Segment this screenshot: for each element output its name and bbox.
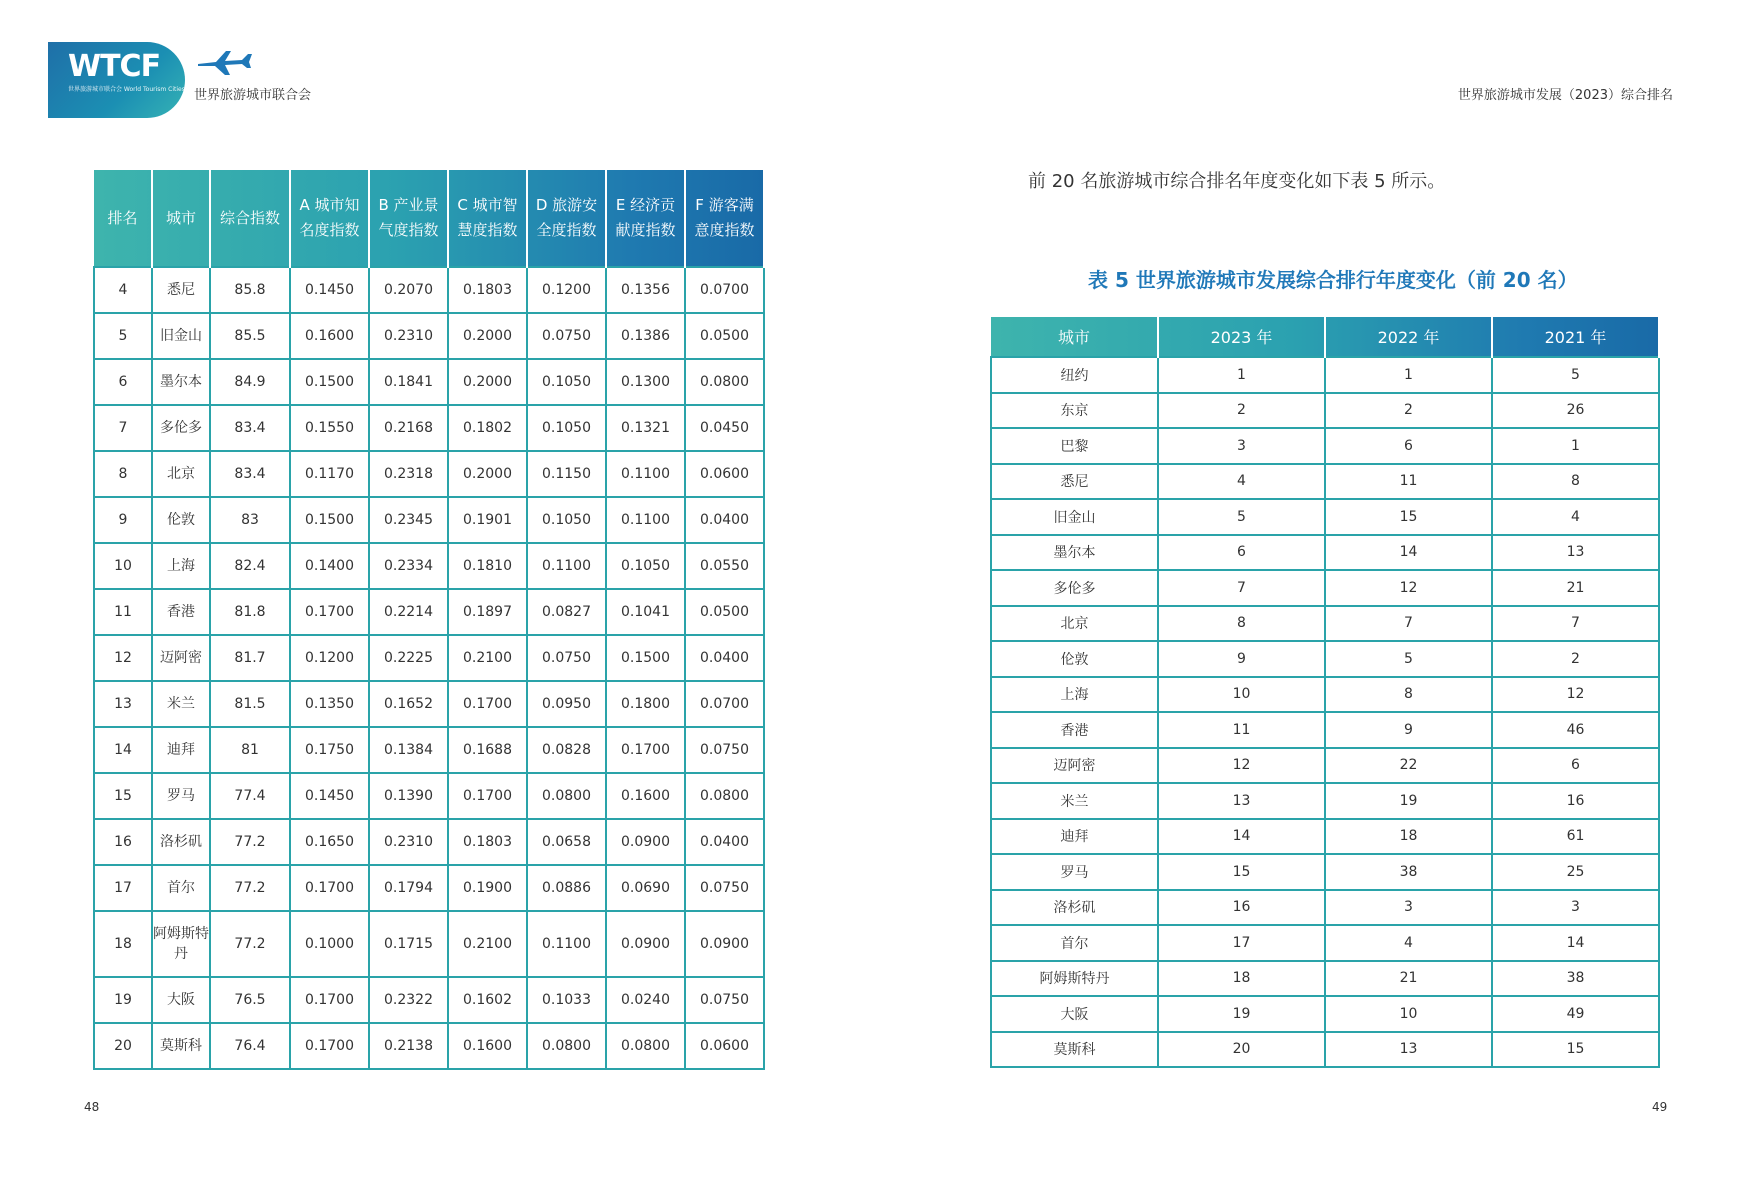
table-cell: 10 [1158, 677, 1325, 713]
table-cell: 0.2345 [369, 497, 448, 543]
table-cell: 悉尼 [991, 464, 1158, 500]
table-cell: 0.1350 [290, 681, 369, 727]
table-row [94, 359, 764, 405]
table-cell: 0.1500 [290, 359, 369, 405]
table-row [991, 428, 1659, 464]
table-cell: 0.1600 [606, 773, 685, 819]
table-cell: 0.0400 [685, 635, 764, 681]
table-cell: 0.0800 [685, 773, 764, 819]
table-cell: 阿姆斯特丹 [991, 961, 1158, 997]
table-cell: 上海 [991, 677, 1158, 713]
table-row [94, 727, 764, 773]
table-cell: 大阪 [152, 977, 210, 1023]
table-cell: 81.8 [210, 589, 290, 635]
table-cell: 1 [1325, 357, 1492, 393]
table-cell: 7 [1158, 570, 1325, 606]
table-row [94, 819, 764, 865]
table-row [991, 570, 1659, 606]
table-cell: 迈阿密 [991, 748, 1158, 784]
table-row [991, 712, 1659, 748]
table-cell: 3 [1492, 890, 1659, 926]
table-cell: 0.0800 [527, 1023, 606, 1069]
table-cell: 0.1794 [369, 865, 448, 911]
table-cell: 9 [1158, 641, 1325, 677]
table-row [94, 865, 764, 911]
table-cell: 12 [1325, 570, 1492, 606]
table-cell: 10 [1325, 996, 1492, 1032]
table-cell: 0.2310 [369, 819, 448, 865]
wtcf-logo [48, 42, 219, 118]
table-cell: 0.1321 [606, 405, 685, 451]
table-cell: 18 [94, 911, 152, 977]
table-cell: 76.4 [210, 1023, 290, 1069]
table-cell: 13 [94, 681, 152, 727]
table-cell: 罗马 [991, 854, 1158, 890]
table-cell: 大阪 [991, 996, 1158, 1032]
table-row [94, 497, 764, 543]
table-cell: 0.1750 [290, 727, 369, 773]
table-cell: 46 [1492, 712, 1659, 748]
table-row [94, 681, 764, 727]
table-cell: 8 [1325, 677, 1492, 713]
table-cell: 0.1150 [527, 451, 606, 497]
table-cell: 9 [94, 497, 152, 543]
table-cell: 15 [1325, 499, 1492, 535]
airplane-icon [194, 48, 254, 78]
table-title: 表 5 世界旅游城市发展综合排行年度变化（前 20 名） [1088, 268, 1578, 292]
table-cell: 香港 [152, 589, 210, 635]
table-cell: 0.1700 [290, 977, 369, 1023]
table-cell: 0.1803 [448, 267, 527, 313]
table-cell: 15 [1158, 854, 1325, 890]
table-cell: 0.0700 [685, 681, 764, 727]
table-cell: 14 [1492, 925, 1659, 961]
intro-text: 前 20 名旅游城市综合排名年度变化如下表 5 所示。 [1028, 171, 1446, 192]
table-cell: 5 [1158, 499, 1325, 535]
logo-subtitle: 世界旅游城市联合会 World Tourism Cities Federation [68, 86, 219, 93]
table-cell: 17 [94, 865, 152, 911]
column-header: A 城市知名度指数 [290, 170, 369, 267]
table-cell: 0.0400 [685, 819, 764, 865]
table-cell: 8 [94, 451, 152, 497]
table-cell: 18 [1325, 819, 1492, 855]
table-cell: 0.1700 [290, 865, 369, 911]
table-cell: 0.1041 [606, 589, 685, 635]
table-cell: 0.1700 [290, 1023, 369, 1069]
table-cell: 0.0750 [685, 865, 764, 911]
table-cell: 阿姆斯特丹 [152, 911, 210, 977]
table-cell: 4 [1492, 499, 1659, 535]
table-cell: 0.1901 [448, 497, 527, 543]
table-cell: 4 [1158, 464, 1325, 500]
table-cell: 16 [94, 819, 152, 865]
table-cell: 旧金山 [152, 313, 210, 359]
table-cell: 0.1652 [369, 681, 448, 727]
table-cell: 0.0550 [685, 543, 764, 589]
table-cell: 13 [1325, 1032, 1492, 1068]
table-cell: 26 [1492, 393, 1659, 429]
table-cell: 49 [1492, 996, 1659, 1032]
table-cell: 0.0600 [685, 451, 764, 497]
table-cell: 19 [1158, 996, 1325, 1032]
table-cell: 7 [1492, 606, 1659, 642]
table-cell: 0.0700 [685, 267, 764, 313]
column-header: 2021 年 [1492, 317, 1659, 357]
table-cell: 首尔 [152, 865, 210, 911]
table-cell: 0.0750 [685, 727, 764, 773]
table-cell: 0.1050 [527, 497, 606, 543]
table-cell: 莫斯科 [152, 1023, 210, 1069]
table-cell: 15 [94, 773, 152, 819]
table-cell: 77.2 [210, 819, 290, 865]
table-cell: 76.5 [210, 977, 290, 1023]
table-cell: 东京 [991, 393, 1158, 429]
table-cell: 0.1803 [448, 819, 527, 865]
table-cell: 82.4 [210, 543, 290, 589]
table-cell: 25 [1492, 854, 1659, 890]
table-cell: 0.1050 [527, 405, 606, 451]
table-cell: 洛杉矶 [152, 819, 210, 865]
table-cell: 首尔 [991, 925, 1158, 961]
table-cell: 0.0500 [685, 313, 764, 359]
table-row [94, 267, 764, 313]
table-row [991, 464, 1659, 500]
table-cell: 0.1900 [448, 865, 527, 911]
table-cell: 0.2100 [448, 911, 527, 977]
table-cell: 0.0800 [606, 1023, 685, 1069]
table-cell: 0.1688 [448, 727, 527, 773]
column-header: 综合指数 [210, 170, 290, 267]
yearly-ranking-table [990, 317, 1660, 1068]
table-cell: 11 [1325, 464, 1492, 500]
table-cell: 11 [1158, 712, 1325, 748]
table-cell: 83 [210, 497, 290, 543]
table-cell: 7 [94, 405, 152, 451]
table-cell: 0.1700 [290, 589, 369, 635]
table-cell: 14 [1158, 819, 1325, 855]
table-cell: 0.1384 [369, 727, 448, 773]
org-name: 世界旅游城市联合会 [194, 88, 312, 103]
table-row [991, 357, 1659, 393]
table-cell: 21 [1325, 961, 1492, 997]
table-cell: 2 [1158, 393, 1325, 429]
table-row [991, 1032, 1659, 1068]
table-cell: 米兰 [991, 783, 1158, 819]
logo-text: WTCF [68, 49, 161, 84]
table-cell: 5 [94, 313, 152, 359]
table-cell: 5 [1325, 641, 1492, 677]
table-cell: 0.1300 [606, 359, 685, 405]
table-cell: 0.1200 [527, 267, 606, 313]
table-row [991, 606, 1659, 642]
table-cell: 伦敦 [991, 641, 1158, 677]
table-cell: 0.0750 [527, 313, 606, 359]
table-cell: 0.0400 [685, 497, 764, 543]
table-cell: 0.0886 [527, 865, 606, 911]
table-row [991, 499, 1659, 535]
table-row [94, 911, 764, 977]
table-cell: 13 [1158, 783, 1325, 819]
table-cell: 38 [1492, 961, 1659, 997]
table-cell: 0.1600 [290, 313, 369, 359]
table-cell: 0.1450 [290, 267, 369, 313]
table-row [94, 451, 764, 497]
table-cell: 0.1033 [527, 977, 606, 1023]
table-cell: 15 [1492, 1032, 1659, 1068]
column-header: 城市 [991, 317, 1158, 357]
table-cell: 0.0500 [685, 589, 764, 635]
column-header: B 产业景气度指数 [369, 170, 448, 267]
table-cell: 0.1700 [448, 681, 527, 727]
table-cell: 北京 [152, 451, 210, 497]
table-cell: 旧金山 [991, 499, 1158, 535]
table-cell: 85.5 [210, 313, 290, 359]
table-row [94, 313, 764, 359]
table-cell: 2 [1492, 641, 1659, 677]
table-cell: 0.0240 [606, 977, 685, 1023]
table-cell: 悉尼 [152, 267, 210, 313]
table-cell: 0.1650 [290, 819, 369, 865]
table-cell: 0.2000 [448, 451, 527, 497]
table-cell: 0.2000 [448, 359, 527, 405]
table-cell: 10 [94, 543, 152, 589]
table-cell: 0.0950 [527, 681, 606, 727]
table-cell: 20 [94, 1023, 152, 1069]
table-cell: 0.1700 [448, 773, 527, 819]
table-cell: 1 [1158, 357, 1325, 393]
table-cell: 0.1700 [606, 727, 685, 773]
table-row [991, 677, 1659, 713]
table-cell: 0.1897 [448, 589, 527, 635]
table-row [94, 773, 764, 819]
table-cell: 罗马 [152, 773, 210, 819]
table-cell: 1 [1492, 428, 1659, 464]
table-cell: 0.0450 [685, 405, 764, 451]
table-cell: 0.1550 [290, 405, 369, 451]
column-header: E 经济贡献度指数 [606, 170, 685, 267]
table-row [991, 393, 1659, 429]
table-cell: 0.0658 [527, 819, 606, 865]
table-cell: 0.1800 [606, 681, 685, 727]
column-header: D 旅游安全度指数 [527, 170, 606, 267]
table-cell: 3 [1158, 428, 1325, 464]
table-cell: 12 [1158, 748, 1325, 784]
table-cell: 83.4 [210, 405, 290, 451]
table-cell: 0.1500 [606, 635, 685, 681]
report-title: 世界旅游城市发展（2023）综合排名 [1457, 88, 1673, 103]
table-cell: 21 [1492, 570, 1659, 606]
table-cell: 墨尔本 [152, 359, 210, 405]
table-row [991, 641, 1659, 677]
table-cell: 0.1500 [290, 497, 369, 543]
table-row [991, 535, 1659, 571]
table-row [991, 783, 1659, 819]
table-cell: 0.0750 [685, 977, 764, 1023]
table-cell: 16 [1158, 890, 1325, 926]
table-cell: 77.2 [210, 911, 290, 977]
column-header: 排名 [94, 170, 152, 267]
table-row [991, 819, 1659, 855]
table-cell: 0.1386 [606, 313, 685, 359]
table-cell: 77.2 [210, 865, 290, 911]
table-cell: 0.2225 [369, 635, 448, 681]
table-cell: 迈阿密 [152, 635, 210, 681]
table-cell: 0.1050 [606, 543, 685, 589]
table-cell: 6 [94, 359, 152, 405]
table-cell: 0.1100 [527, 543, 606, 589]
table-cell: 16 [1492, 783, 1659, 819]
table-cell: 8 [1158, 606, 1325, 642]
table-cell: 0.1356 [606, 267, 685, 313]
table-cell: 0.0828 [527, 727, 606, 773]
table-cell: 0.2138 [369, 1023, 448, 1069]
table-cell: 84.9 [210, 359, 290, 405]
table-cell: 0.1450 [290, 773, 369, 819]
table-cell: 11 [94, 589, 152, 635]
table-row [94, 977, 764, 1023]
table-cell: 0.1841 [369, 359, 448, 405]
table-cell: 0.0800 [685, 359, 764, 405]
table-cell: 0.1050 [527, 359, 606, 405]
table-row [94, 405, 764, 451]
table-cell: 3 [1325, 890, 1492, 926]
table-cell: 20 [1158, 1032, 1325, 1068]
table-cell: 多伦多 [152, 405, 210, 451]
table-cell: 6 [1325, 428, 1492, 464]
table-cell: 77.4 [210, 773, 290, 819]
table-cell: 0.1802 [448, 405, 527, 451]
table-cell: 81.5 [210, 681, 290, 727]
table-cell: 0.1390 [369, 773, 448, 819]
table-cell: 米兰 [152, 681, 210, 727]
table-cell: 0.1100 [606, 451, 685, 497]
table-cell: 0.1200 [290, 635, 369, 681]
table-cell: 莫斯科 [991, 1032, 1158, 1068]
table-cell: 6 [1158, 535, 1325, 571]
table-cell: 0.1100 [606, 497, 685, 543]
page-number-right: 49 [1652, 1100, 1668, 1114]
table-cell: 0.1170 [290, 451, 369, 497]
table-cell: 4 [94, 267, 152, 313]
table-cell: 0.1000 [290, 911, 369, 977]
table-cell: 19 [94, 977, 152, 1023]
table-cell: 0.1715 [369, 911, 448, 977]
table-row [94, 543, 764, 589]
table-cell: 多伦多 [991, 570, 1158, 606]
column-header: 2022 年 [1325, 317, 1492, 357]
table-cell: 0.1810 [448, 543, 527, 589]
table-cell: 4 [1325, 925, 1492, 961]
table-cell: 12 [94, 635, 152, 681]
table-row [94, 635, 764, 681]
table-header-row [991, 317, 1659, 357]
column-header: 2023 年 [1158, 317, 1325, 357]
table-cell: 香港 [991, 712, 1158, 748]
table-cell: 61 [1492, 819, 1659, 855]
table-row [991, 961, 1659, 997]
table-cell: 洛杉矶 [991, 890, 1158, 926]
table-cell: 0.0600 [685, 1023, 764, 1069]
table-cell: 38 [1325, 854, 1492, 890]
table-cell: 13 [1492, 535, 1659, 571]
table-cell: 墨尔本 [991, 535, 1158, 571]
table-cell: 2 [1325, 393, 1492, 429]
table-cell: 0.1600 [448, 1023, 527, 1069]
table-cell: 上海 [152, 543, 210, 589]
table-cell: 迪拜 [152, 727, 210, 773]
table-cell: 0.0800 [527, 773, 606, 819]
table-cell: 0.2322 [369, 977, 448, 1023]
table-cell: 巴黎 [991, 428, 1158, 464]
table-cell: 0.0827 [527, 589, 606, 635]
table-cell: 0.2318 [369, 451, 448, 497]
table-cell: 北京 [991, 606, 1158, 642]
table-cell: 14 [1325, 535, 1492, 571]
table-cell: 0.0900 [606, 819, 685, 865]
column-header: F 游客满意度指数 [685, 170, 764, 267]
table-row [991, 748, 1659, 784]
table-cell: 12 [1492, 677, 1659, 713]
table-cell: 0.2000 [448, 313, 527, 359]
table-cell: 0.2100 [448, 635, 527, 681]
table-cell: 0.2334 [369, 543, 448, 589]
table-header-row [94, 170, 764, 267]
table-cell: 0.2070 [369, 267, 448, 313]
table-row [991, 854, 1659, 890]
table-cell: 14 [94, 727, 152, 773]
table-cell: 81.7 [210, 635, 290, 681]
ranking-index-table [93, 170, 765, 1070]
table-cell: 0.0690 [606, 865, 685, 911]
table-cell: 81 [210, 727, 290, 773]
table-cell: 0.2310 [369, 313, 448, 359]
table-cell: 0.1400 [290, 543, 369, 589]
table-cell: 迪拜 [991, 819, 1158, 855]
table-row [94, 589, 764, 635]
table-cell: 6 [1492, 748, 1659, 784]
table-cell: 0.0750 [527, 635, 606, 681]
column-header: 城市 [152, 170, 210, 267]
page-number-left: 48 [84, 1100, 100, 1114]
table-cell: 9 [1325, 712, 1492, 748]
column-header: C 城市智慧度指数 [448, 170, 527, 267]
table-row [94, 1023, 764, 1069]
table-cell: 伦敦 [152, 497, 210, 543]
table-cell: 纽约 [991, 357, 1158, 393]
table-cell: 85.8 [210, 267, 290, 313]
table-row [991, 925, 1659, 961]
table-cell: 83.4 [210, 451, 290, 497]
table-cell: 19 [1325, 783, 1492, 819]
table-cell: 18 [1158, 961, 1325, 997]
table-row [991, 890, 1659, 926]
table-cell: 0.2168 [369, 405, 448, 451]
table-cell: 0.0900 [685, 911, 764, 977]
table-cell: 0.2214 [369, 589, 448, 635]
table-cell: 8 [1492, 464, 1659, 500]
table-cell: 22 [1325, 748, 1492, 784]
table-cell: 0.1602 [448, 977, 527, 1023]
table-cell: 17 [1158, 925, 1325, 961]
table-cell: 5 [1492, 357, 1659, 393]
table-cell: 0.1100 [527, 911, 606, 977]
table-row [991, 996, 1659, 1032]
table-cell: 7 [1325, 606, 1492, 642]
table-cell: 0.0900 [606, 911, 685, 977]
